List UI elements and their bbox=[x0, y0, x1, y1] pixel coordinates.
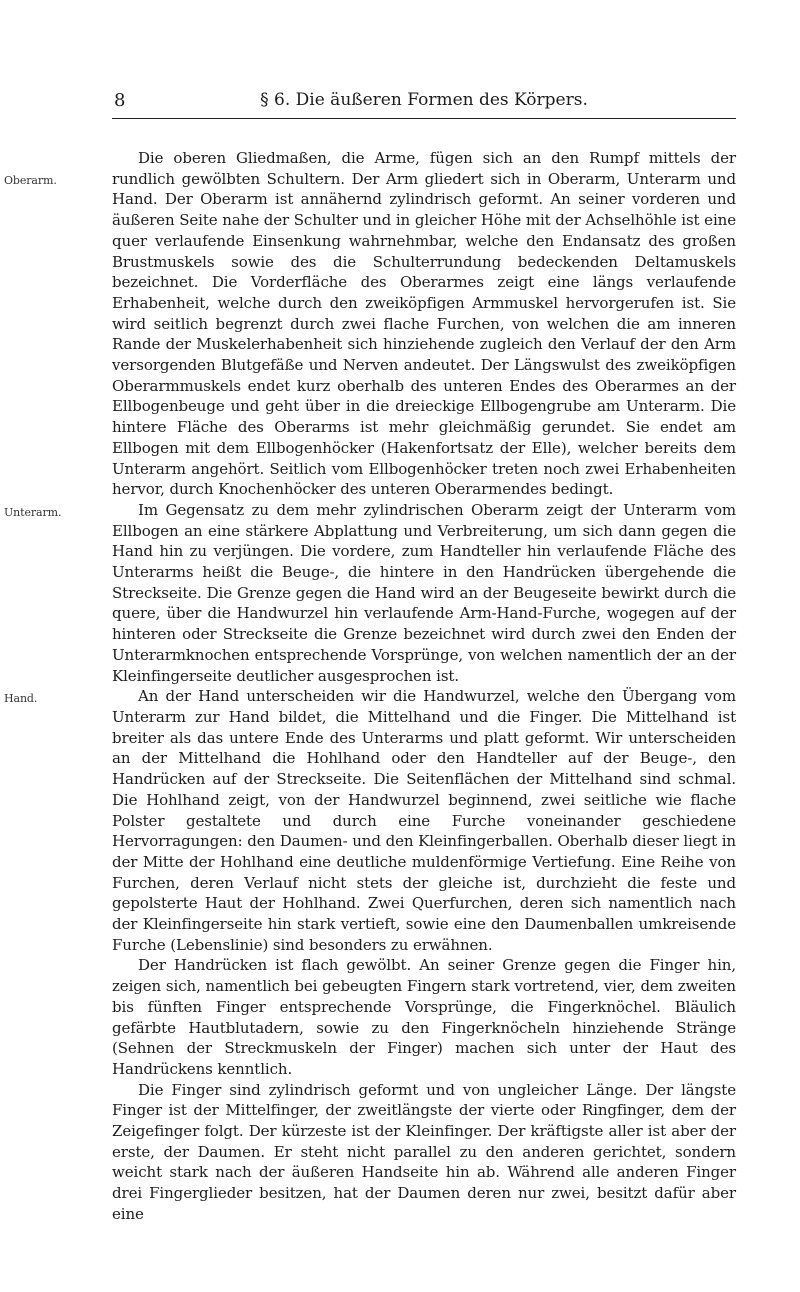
running-title: § 6. Die äußeren Formen des Körpers. bbox=[260, 90, 588, 110]
margin-note-oberarm: Oberarm. bbox=[4, 174, 57, 187]
paragraph-handruecken bbox=[112, 955, 736, 1079]
paragraph-unterarm bbox=[4, 500, 736, 686]
page-header bbox=[112, 88, 736, 119]
paragraph-text: Die oberen Gliedmaßen, die Arme, fügen sich an den Rumpf mittels der rundlich gewölbten Schultern. Der Arm gliedert sich in Oberarm, Unterarm und Hand. Der Oberarm ist annähernd zylindrisch geformt. An seiner vorderen und äußeren Seite nahe der Schulter und in gleicher Höhe mit der Achselhöhle ist eine quer verlaufende Einsenkung wahrnehmbar, welche den Endansatz des großen Brustmuskels sowie des die Schulterrundung bedeckenden Deltamuskels bezeichnet. Die Vorderfläche des Oberarmes zeigt eine längs verlaufende Erhabenheit, welche durch den zweiköpfigen Armmuskel hervorgerufen ist. Sie wird seitlich begrenzt durch zwei flache Furchen, von welchen die am inneren Rande der Muskelerhabenheit sich hinziehende zugleich den Verlauf der den Arm versorgenden Blutgefäße und Nerven andeutet. Der Längswulst des zweiköpfigen Oberarmmuskels endet kurz oberhalb des unteren Endes des Oberarmes an der Ellbogenbeuge und geht über in die dreieckige Ellbogengrube am Unterarm. Die hintere Fläche des Oberarms ist mehr gleichmäßig gerundet. Sie endet am Ellbogen mit dem Ellbogenhöcker (Hakenfortsatz der Elle), welcher bereits dem Unterarm angehört. Seitlich vom Ellbogenhöcker treten noch zwei Erhabenheiten hervor, durch Knochenhöcker des unteren Oberarmendes bedingt. bbox=[112, 149, 736, 499]
paragraph-text: Der Handrücken ist flach gewölbt. An seiner Grenze gegen die Finger hin, zeigen sich, namentlich bei gebeugten Fingern stark vortretend, vier, dem zweiten bis fünften Finger entsprechende Vorsprünge, die Fingerknöchel. Bläulich gefärbte Hautblutadern, sowie zu den Fingerknöcheln hinziehende Stränge (Sehnen der Streckmuskeln der Finger) machen sich unter der Haut des Handrückens kenntlich. bbox=[112, 956, 736, 1078]
margin-note-hand: Hand. bbox=[4, 692, 38, 706]
paragraph-text: Im Gegensatz zu dem mehr zylindrischen Oberarm zeigt der Unterarm vom Ellbogen an eine stärkere Abplattung und Verbreiterung, um sich dann gegen die Hand hin zu verjüngen. Die vordere, zum Handteller hin verlaufende Fläche des Unterarms heißt die Beuge-, die hintere in den Handrücken übergehende die Streckseite. Die Grenze gegen die Hand wird an der Beugeseite bewirkt durch die quere, über die Handwurzel hin verlaufende Arm-Hand-Furche, wogegen auf der hinteren oder Streckseite die Grenze bezeichnet wird durch zwei den Enden der Unterarmknochen entsprechende Vorsprünge, von welchen namentlich der an der Kleinfingerseite deutlicher ausgesprochen ist. bbox=[112, 500, 736, 685]
paragraph-oberarm bbox=[4, 148, 736, 500]
paragraph-text: Die Finger sind zylindrisch geformt und von ungleicher Länge. Der längste Finger ist der Mittelfinger, der zweitlängste der vierte oder Ringfinger, dem der Zeigefinger folgt. Der kürzeste ist der Kleinfinger. Der kräftigste aller ist aber der erste, der Daumen. Er steht nicht parallel zu den anderen gerichtet, sondern weicht stark nach der äußeren Handseite hin ab. Während alle anderen Finger drei Fingerglieder besitzen, hat der Daumen deren nur zwei, besitzt dafür aber eine bbox=[112, 1080, 736, 1223]
paragraph-text: An der Hand unterscheiden wir die Handwurzel, welche den Übergang vom Unterarm zur Hand bildet, die Mittelhand und die Finger. Die Mittelhand ist breiter als das untere Ende des Unterarms und platt geformt. Wir unterscheiden an der Mittelhand die Hohlhand oder den Handteller auf der Beuge-, den Handrücken auf der Streckseite. Die Seitenflächen der Mittelhand sind schmal. Die Hohlhand zeigt, von der Handwurzel beginnend, zwei seitliche wie flache Polster gestaltete und durch eine Furche voneinander geschiedene Hervorragungen: den Daumen- und den Kleinfingerballen. Oberhalb dieser liegt in der Mitte der Hohlhand eine deutliche muldenförmige Vertiefung. Eine Reihe von Furchen, deren Verlauf nicht stets der gleiche ist, durchzieht die feste und gepolsterte Haut der Hohlhand. Zwei Querfurchen, deren sich namentlich nach der Kleinfingerseite hin stark vertieft, sowie eine den Daumenballen umkreisende Furche (Lebenslinie) sind besonders zu erwähnen. bbox=[112, 687, 736, 954]
paragraph-finger bbox=[112, 1080, 736, 1225]
page-body bbox=[4, 148, 736, 1225]
page-number: 8 bbox=[114, 90, 126, 111]
margin-note-unterarm: Unterarm. bbox=[4, 505, 62, 519]
paragraph-hand bbox=[4, 686, 736, 955]
